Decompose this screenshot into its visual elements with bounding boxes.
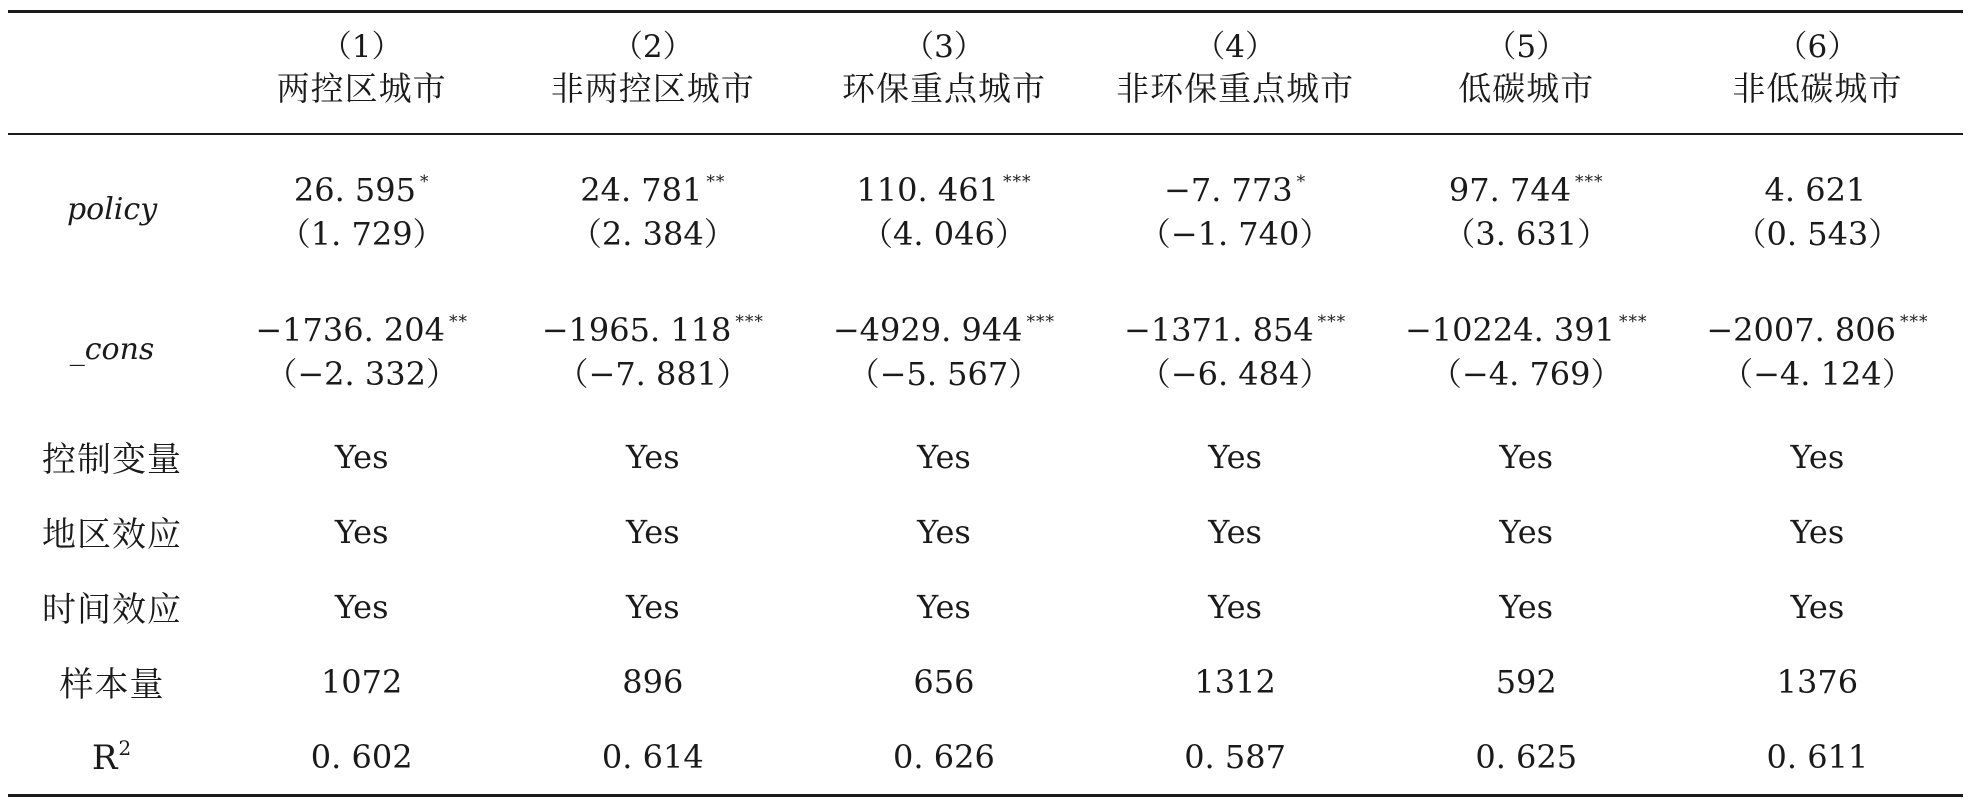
sample-size-cell: 592 <box>1495 662 1557 701</box>
controls-cell: Yes <box>917 437 971 476</box>
coefficient: 26. 595 * <box>293 171 430 209</box>
r-squared-cell: 0. 625 <box>1381 719 1672 796</box>
column-name: 非低碳城市 <box>1732 69 1903 108</box>
coefficient: −10224. 391 *** <box>1404 311 1648 349</box>
significance-stars: *** <box>1026 312 1056 332</box>
t-statistic: （0. 543） <box>1734 215 1901 253</box>
row-label-controls: 控制变量 <box>42 440 183 480</box>
regression-table <box>8 10 1963 797</box>
sample-size-cell: 1312 <box>1194 662 1276 701</box>
t-statistic: （3. 631） <box>1443 215 1610 253</box>
time-fe-cell: Yes <box>625 587 680 626</box>
t-statistic: （−4. 769） <box>1429 355 1623 393</box>
coefficient: −1371. 854 *** <box>1124 311 1347 349</box>
cons-row <box>8 279 1963 419</box>
coefficient: 97. 744 *** <box>1448 171 1604 209</box>
cons-cell-1 <box>216 279 507 419</box>
cons-cell-2 <box>507 279 798 419</box>
coefficient: −2007. 806 *** <box>1706 311 1929 349</box>
r-squared-cell: 0. 602 <box>216 719 507 796</box>
region-fe-cell: Yes <box>917 512 971 551</box>
significance-stars: *** <box>1618 312 1648 332</box>
region-fe-row <box>8 494 1963 569</box>
t-statistic: （−2. 332） <box>265 355 458 393</box>
time-fe-cell: Yes <box>1790 587 1845 626</box>
column-name: 非两控区城市 <box>550 69 755 108</box>
significance-stars: * <box>1296 172 1307 192</box>
r-squared-cell: 0. 611 <box>1672 719 1963 796</box>
significance-stars: *** <box>735 312 764 332</box>
policy-cell-2 <box>507 134 798 279</box>
time-fe-cell: Yes <box>1208 587 1262 626</box>
sample-size-cell: 656 <box>913 662 975 701</box>
header-corner <box>8 12 216 135</box>
significance-stars: ** <box>449 312 468 332</box>
t-statistic: （1. 729） <box>278 215 445 253</box>
coefficient: 24. 781 ** <box>580 171 726 209</box>
row-label-policy: policy <box>66 191 158 227</box>
region-fe-cell: Yes <box>1790 512 1845 551</box>
significance-stars: *** <box>1317 312 1347 332</box>
r-squared-cell: 0. 614 <box>507 719 798 796</box>
coefficient: 110. 461 *** <box>856 171 1032 209</box>
t-statistic: （−5. 567） <box>847 355 1041 393</box>
column-header-3 <box>798 12 1089 135</box>
time-fe-cell: Yes <box>917 587 971 626</box>
policy-row <box>8 134 1963 279</box>
controls-cell: Yes <box>1790 437 1845 476</box>
row-label-region-fe: 地区效应 <box>42 515 183 555</box>
significance-stars: ** <box>706 172 726 192</box>
sample-size-cell: 896 <box>622 662 684 701</box>
controls-cell: Yes <box>625 437 680 476</box>
coefficient: −1736. 204 ** <box>255 311 468 349</box>
region-fe-cell: Yes <box>1499 512 1554 551</box>
policy-cell-1 <box>216 134 507 279</box>
region-fe-cell: Yes <box>625 512 680 551</box>
time-fe-cell: Yes <box>334 587 389 626</box>
time-fe-row <box>8 569 1963 644</box>
coefficient: −1965. 118 *** <box>541 311 764 349</box>
cons-cell-4 <box>1090 279 1381 419</box>
policy-cell-3 <box>798 134 1089 279</box>
superscript: 2 <box>118 735 133 760</box>
column-name: 环保重点城市 <box>841 69 1046 108</box>
row-label-time-fe: 时间效应 <box>42 590 183 630</box>
column-header-2 <box>507 12 798 135</box>
column-number: （3） <box>903 29 985 65</box>
r-squared-row <box>8 719 1963 796</box>
column-header-1 <box>216 12 507 135</box>
cons-cell-6 <box>1672 279 1963 419</box>
column-name: 非环保重点城市 <box>1116 69 1355 108</box>
t-statistic: （−6. 484） <box>1138 355 1332 393</box>
header-row <box>8 12 1963 135</box>
column-header-4 <box>1090 12 1381 135</box>
cons-cell-5 <box>1381 279 1672 419</box>
policy-cell-4 <box>1090 134 1381 279</box>
column-name: 低碳城市 <box>1458 69 1595 108</box>
sample-size-cell: 1376 <box>1776 662 1859 701</box>
t-statistic: （−4. 124） <box>1721 355 1914 393</box>
t-statistic: （−7. 881） <box>556 355 750 393</box>
row-label-cons: _cons <box>69 331 155 367</box>
region-fe-cell: Yes <box>1208 512 1262 551</box>
r-squared-cell: 0. 587 <box>1090 719 1381 796</box>
t-statistic: （−1. 740） <box>1138 215 1332 253</box>
significance-stars: *** <box>1575 172 1604 192</box>
column-number: （6） <box>1776 29 1859 65</box>
region-fe-cell: Yes <box>334 512 389 551</box>
t-statistic: （2. 384） <box>569 215 736 253</box>
significance-stars: *** <box>1899 312 1929 332</box>
sample-size-row <box>8 644 1963 719</box>
column-header-5 <box>1381 12 1672 135</box>
coefficient: −4929. 944 *** <box>832 311 1056 349</box>
column-name: 两控区城市 <box>276 69 447 108</box>
coefficient: 4. 621 <box>1764 171 1867 209</box>
column-number: （5） <box>1485 29 1568 65</box>
controls-row <box>8 419 1963 494</box>
significance-stars: *** <box>1002 172 1032 192</box>
significance-stars: * <box>419 172 430 192</box>
cons-cell-3 <box>798 279 1089 419</box>
controls-cell: Yes <box>1208 437 1262 476</box>
coefficient: −7. 773 * <box>1164 171 1307 209</box>
column-number: （4） <box>1194 29 1276 65</box>
column-number: （2） <box>611 29 694 65</box>
row-label-sample-size: 样本量 <box>59 665 165 705</box>
sample-size-cell: 1072 <box>320 662 403 701</box>
controls-cell: Yes <box>334 437 389 476</box>
t-statistic: （4. 046） <box>861 215 1027 253</box>
policy-cell-6 <box>1672 134 1963 279</box>
controls-cell: Yes <box>1499 437 1554 476</box>
time-fe-cell: Yes <box>1499 587 1554 626</box>
policy-cell-5 <box>1381 134 1672 279</box>
r-squared-cell: 0. 626 <box>798 719 1089 796</box>
column-header-6 <box>1672 12 1963 135</box>
column-number: （1） <box>320 29 403 65</box>
row-label-r-squared: $R^2$ <box>8 719 216 796</box>
